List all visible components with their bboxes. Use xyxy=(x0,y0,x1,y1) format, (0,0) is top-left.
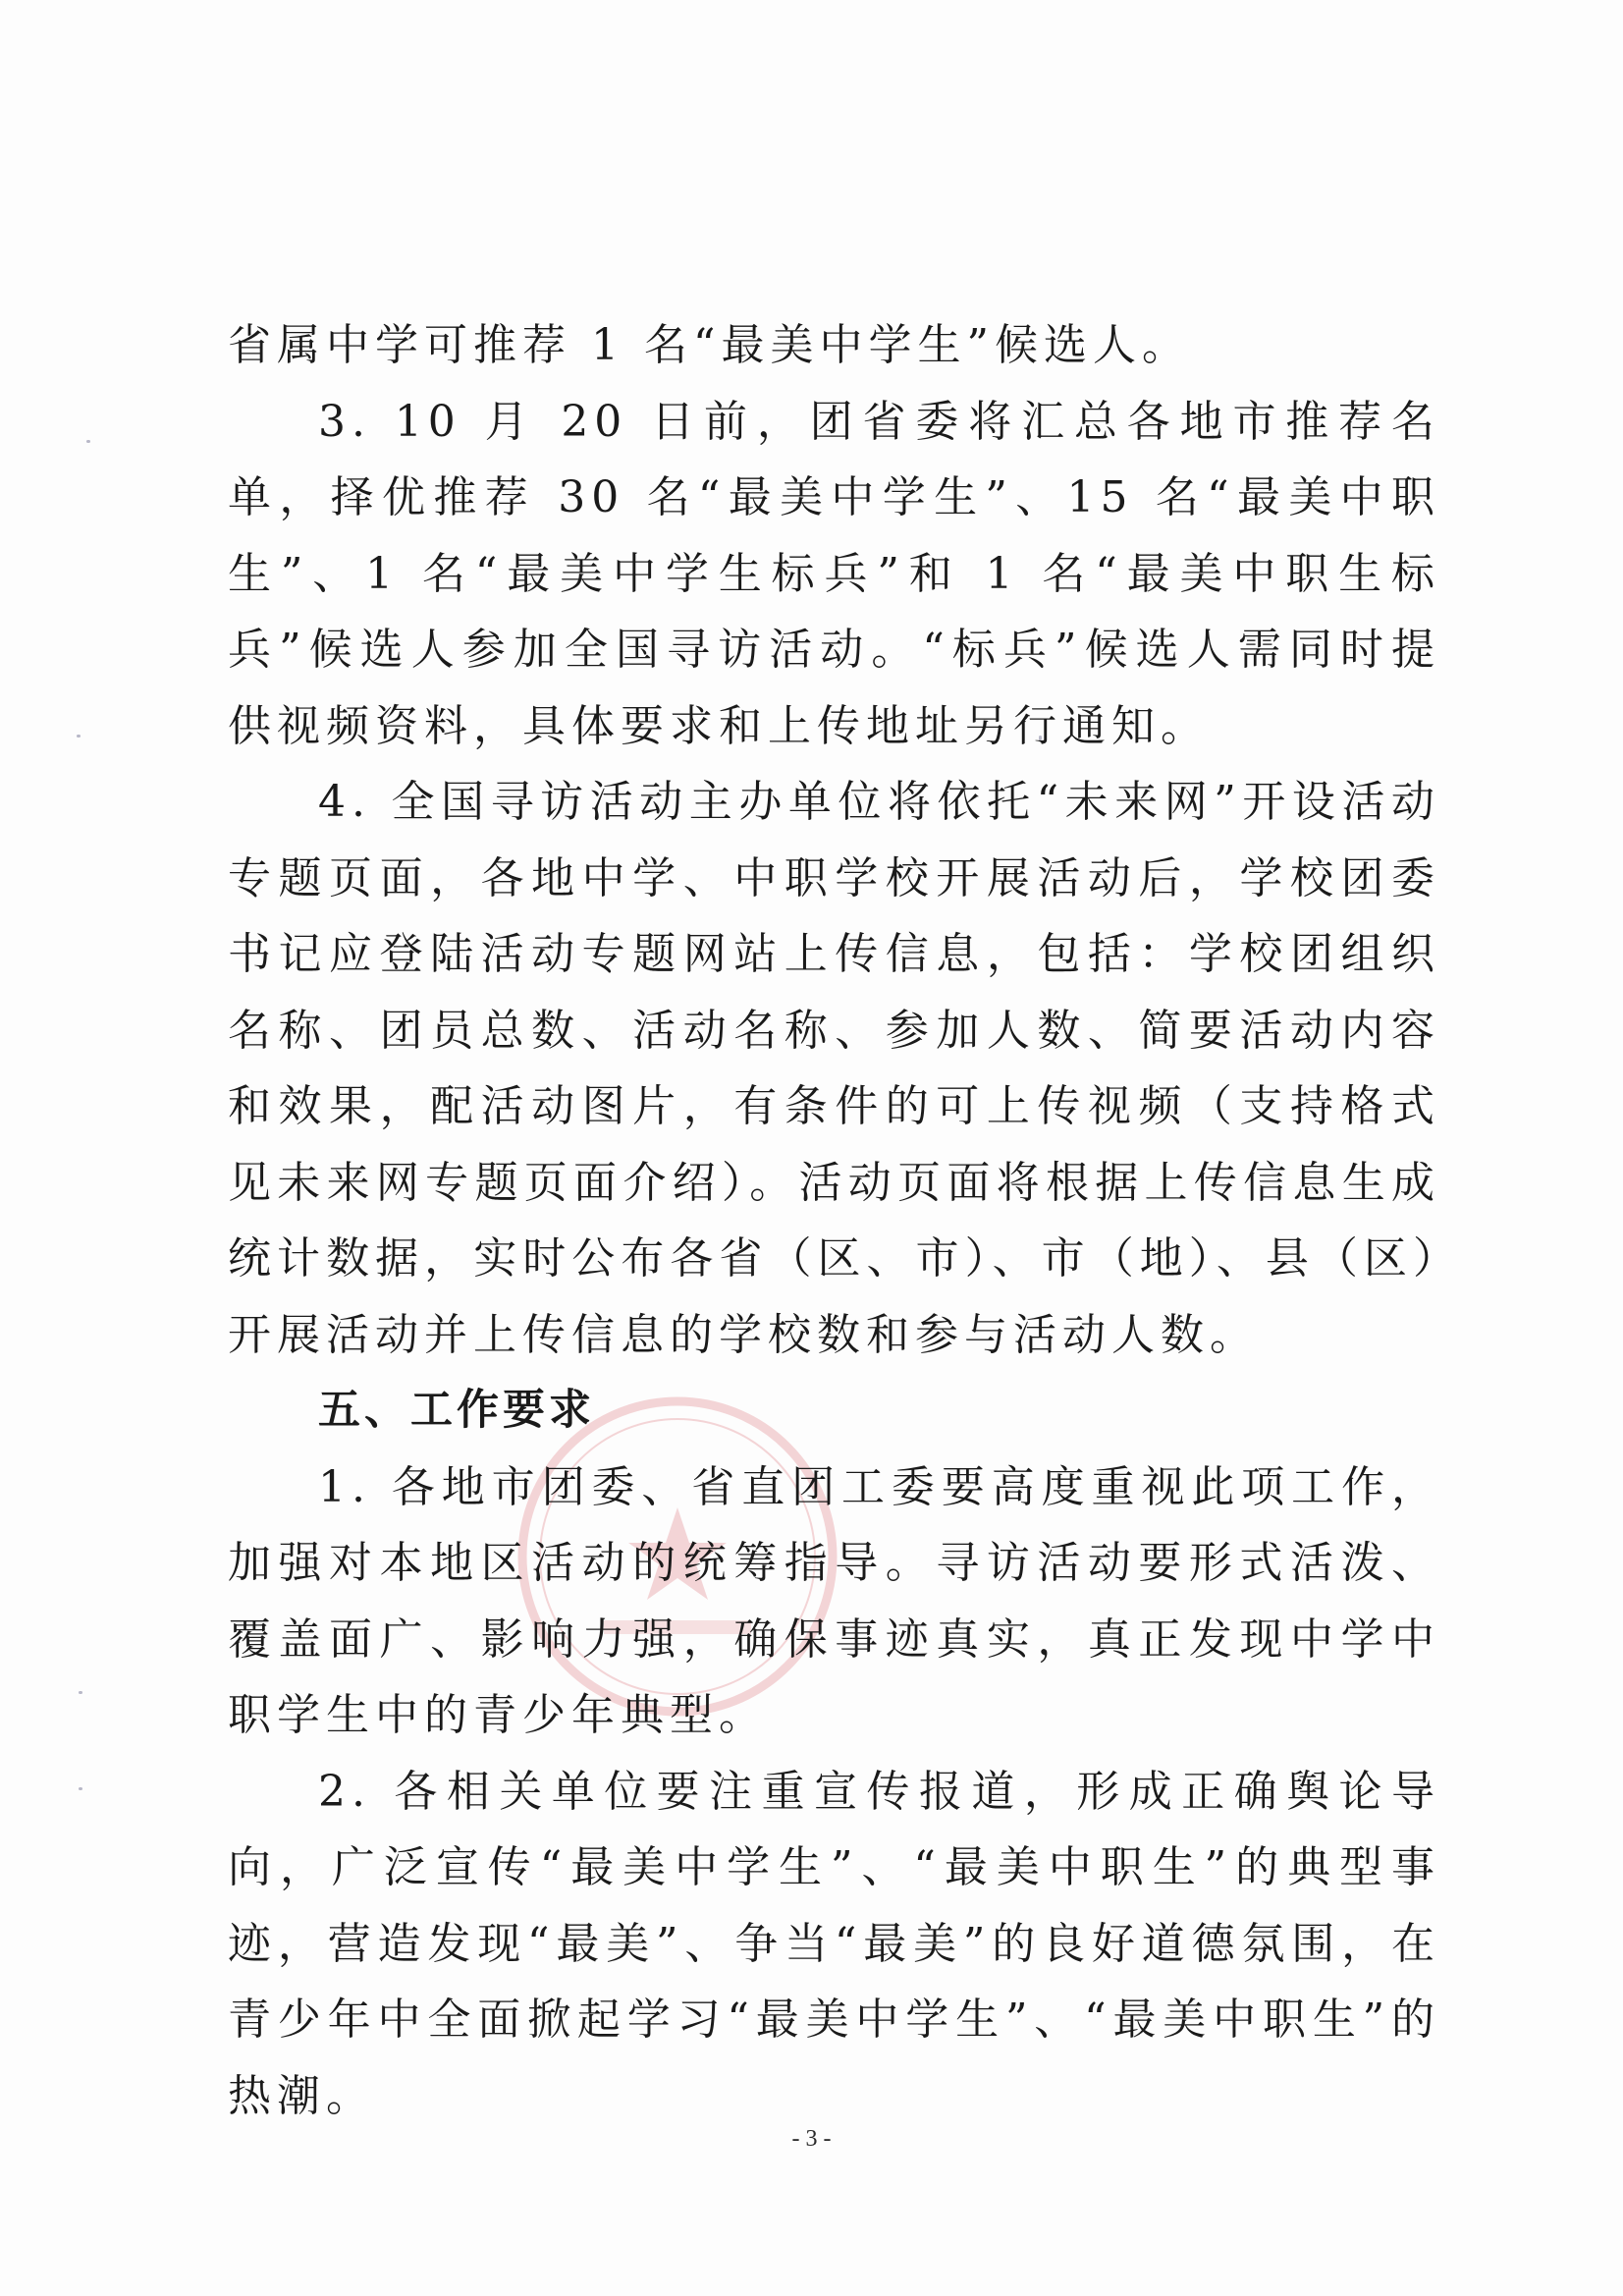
page-number: - 3 - xyxy=(791,2126,832,2152)
body-paragraph-item-3: 3. 10 月 20 日前，团省委将汇总各地市推荐名单，择优推荐 30 名“最美中学生”、15 名“最美中职生”、1 名“最美中学生标兵”和 1 名“最美中职生标兵”候选人参加全国寻访活动。“标兵”候选人需同时提供视频资料，具体要求和上传地址另行通知。 xyxy=(228,396,1440,751)
scan-speck xyxy=(79,1787,82,1790)
requirement-paragraph-2: 2. 各相关单位要注重宣传报道，形成正确舆论导向，广泛宣传“最美中学生”、“最美中职生”的典型事迹，营造发现“最美”、争当“最美”的良好道德氛围，在青少年中全面掀起学习“最美中学生”、“最美中职生”的热潮。 xyxy=(228,1766,1440,2121)
requirement-paragraph-1: 1. 各地市团委、省直团工委要高度重视此项工作，加强对本地区活动的统筹指导。寻访活动要形式活泼、覆盖面广、影响力强，确保事迹真实，真正发现中学中职学生中的青少年典型。 xyxy=(228,1461,1440,1740)
scan-speck xyxy=(79,1691,82,1694)
document-body xyxy=(228,307,1440,2134)
body-paragraph-continuation: 省属中学可推荐 1 名“最美中学生”候选人。 xyxy=(228,320,1191,370)
body-paragraph-item-4: 4. 全国寻访活动主办单位将依托“未来网”开设活动专题页面，各地中学、中职学校开展活动后，学校团委书记应登陆活动专题网站上传信息，包括：学校团组织名称、团员总数、活动名称、参加人数、简要活动内容和效果，配活动图片，有条件的可上传视频（支持格式见未来网专题页面介绍）。活动页面将根据上传信息生成统计数据，实时公布各省（区、市）、市（地）、县（区）开展活动并上传信息的学校数和参与活动人数。 xyxy=(228,777,1440,1360)
section-heading: 五、工作要求 xyxy=(318,1386,595,1435)
scan-speck xyxy=(77,735,81,738)
scan-speck xyxy=(86,440,90,443)
